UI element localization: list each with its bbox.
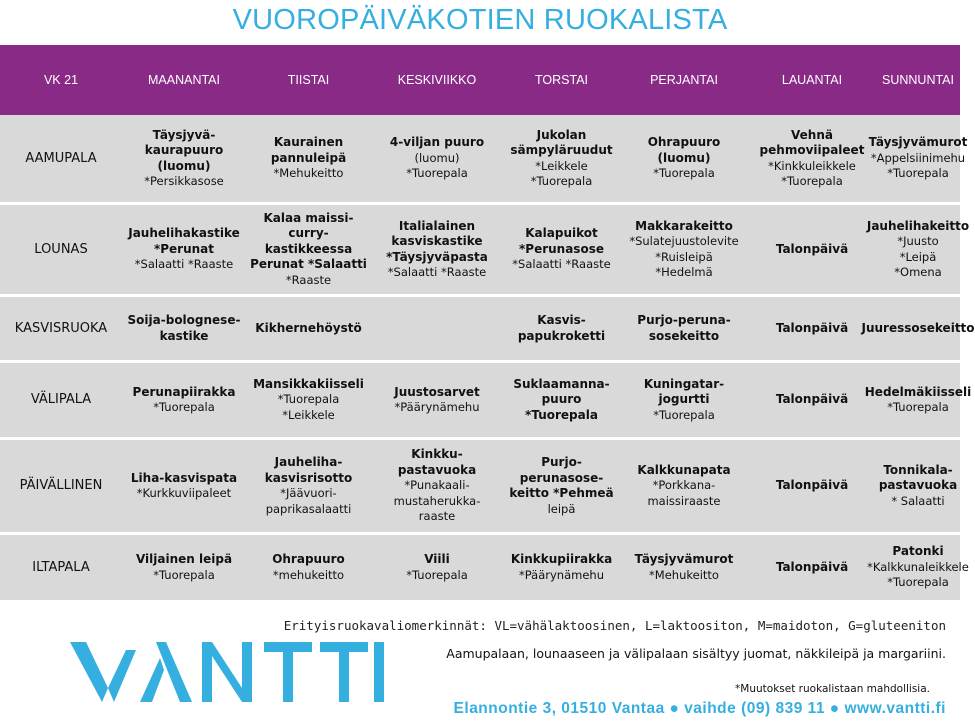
menu-line: *Juusto *Leipä bbox=[897, 234, 939, 264]
menu-cell bbox=[861, 297, 975, 363]
menu-cell bbox=[122, 297, 246, 363]
meal-label: ILTAPALA bbox=[0, 535, 122, 603]
menu-line: *Kinkkuleikkele bbox=[768, 158, 856, 173]
meal-label: AAMUPALA bbox=[0, 115, 122, 205]
menu-line: Ohrapuuro bbox=[647, 135, 721, 150]
menu-line: *Salaatti *Raaste bbox=[134, 257, 234, 272]
menu-line: *Jäävuori- bbox=[280, 486, 337, 500]
menu-cell bbox=[503, 205, 620, 297]
menu-line: maissiraaste bbox=[647, 493, 721, 508]
menu-line: paprikasalaatti bbox=[265, 501, 352, 516]
meal-label: PÄIVÄLLINEN bbox=[0, 440, 122, 535]
menu-line: pastavuoka bbox=[878, 478, 958, 493]
menu-line: sosekeitto bbox=[648, 328, 720, 343]
menu-line: Jauhelihakastike bbox=[128, 226, 240, 241]
menu-cell bbox=[620, 115, 748, 205]
menu-line: *Päärynämehu bbox=[394, 400, 480, 414]
menu-line: kastikkeessa bbox=[264, 241, 353, 256]
menu-line: Juuressosekeitto bbox=[861, 320, 975, 335]
menu-line: *Täysjyväpasta bbox=[386, 249, 488, 264]
footer-contact: Elannontie 3, 01510 Vantaa ● vaihde (09) 839 11 ● www.vantti.fi bbox=[453, 700, 946, 717]
menu-cell bbox=[503, 535, 620, 603]
menu-cell bbox=[246, 115, 371, 205]
menu-line: *Päärynämehu bbox=[519, 567, 604, 582]
menu-line: (luomu) bbox=[157, 158, 211, 173]
menu-line: pastavuoka bbox=[397, 462, 477, 477]
menu-cell bbox=[866, 205, 970, 297]
menu-line: Perunapiirakka bbox=[132, 384, 236, 399]
menu-line: *Leikkele bbox=[535, 158, 588, 173]
menu-cell bbox=[246, 363, 371, 440]
menu-line: *Persikkasose bbox=[144, 174, 224, 188]
day-header: TORSTAI bbox=[503, 45, 620, 115]
day-header: PERJANTAI bbox=[620, 45, 748, 115]
menu-line: Kalaa maissi- bbox=[263, 210, 354, 225]
changes-note: *Muutokset ruokalistaan mahdollisia. bbox=[735, 683, 930, 695]
menu-line: *Perunat bbox=[153, 241, 215, 256]
menu-line: Kasvis- bbox=[537, 313, 586, 327]
included-note: Aamupalaan, lounaaseen ja välipalaan sisältyy juomat, näkkileipä ja margariini. bbox=[446, 646, 946, 661]
menu-line: Talonpäivä bbox=[775, 392, 849, 407]
menu-line: *Omena bbox=[894, 265, 942, 279]
menu-line: sämpyläruudut bbox=[510, 143, 613, 157]
menu-line: kasvisrisotto bbox=[264, 470, 353, 485]
menu-cell bbox=[122, 115, 246, 205]
menu-line: * Salaatti bbox=[891, 493, 945, 508]
menu-cell bbox=[748, 205, 876, 297]
menu-line: Täysjyvä- bbox=[152, 127, 216, 142]
menu-cell bbox=[748, 297, 876, 363]
menu-line: mustaherukka- bbox=[393, 493, 481, 508]
day-header: KESKIVIIKKO bbox=[371, 45, 503, 115]
menu-cell bbox=[371, 363, 503, 440]
menu-line: Jukolan bbox=[536, 127, 587, 142]
menu-line: *Kurkkuviipaleet bbox=[136, 486, 232, 500]
menu-cell bbox=[620, 535, 748, 603]
menu-cell bbox=[503, 363, 620, 440]
menu-line: *Leikkele bbox=[282, 407, 335, 422]
menu-cell bbox=[122, 363, 246, 440]
menu-line: (luomu) bbox=[657, 150, 711, 165]
menu-line: 4-viljan puuro bbox=[389, 135, 485, 150]
menu-cell bbox=[503, 297, 620, 363]
menu-line: Vehnä bbox=[791, 127, 833, 142]
menu-line: puuro *Tuorepala bbox=[525, 392, 598, 422]
menu-line: *Tuorepala bbox=[887, 400, 949, 414]
menu-cell bbox=[246, 297, 371, 363]
menu-line: Purjo- bbox=[541, 455, 582, 469]
menu-line: kasviskastike bbox=[391, 234, 483, 248]
menu-line: *Punakaali- bbox=[404, 478, 470, 493]
menu-cell bbox=[371, 205, 503, 297]
menu-cell bbox=[620, 363, 748, 440]
menu-cell bbox=[748, 115, 876, 205]
menu-line: *Tuorepala bbox=[530, 174, 593, 188]
menu-line: *Tuorepala bbox=[277, 392, 340, 407]
day-header: SUNNUNTAI bbox=[876, 45, 960, 115]
menu-cell bbox=[246, 205, 371, 297]
menu-line: Liha-kasvispata bbox=[130, 470, 238, 485]
menu-line: *Tuorepala bbox=[153, 400, 215, 414]
menu-line: *Salaatti *Raaste bbox=[387, 265, 487, 279]
menu-line: *Tuorepala bbox=[153, 567, 215, 582]
menu-cell bbox=[371, 115, 503, 205]
menu-line: *Tuorepala bbox=[406, 166, 468, 181]
menu-line: *Hedelmä bbox=[655, 265, 713, 279]
menu-line: (luomu) bbox=[414, 150, 460, 165]
menu-line: pannuleipä bbox=[270, 150, 347, 165]
menu-line: Talonpäivä bbox=[775, 559, 849, 574]
menu-line: Perunat *Salaatti bbox=[250, 257, 367, 272]
menu-line: Hedelmäkiisseli bbox=[864, 384, 972, 399]
menu-line: *Salaatti *Raaste bbox=[512, 257, 611, 272]
week-label: VK 21 bbox=[0, 45, 122, 115]
menu-cell bbox=[246, 535, 371, 603]
day-header: MAANANTAI bbox=[122, 45, 246, 115]
menu-line: kastike bbox=[159, 328, 209, 343]
menu-line: papukroketti bbox=[517, 328, 606, 343]
menu-line: Kalkkunapata bbox=[637, 462, 731, 477]
menu-line: *Tuorepala bbox=[887, 166, 949, 181]
menu-line: perunasose- bbox=[519, 470, 604, 485]
menu-line: *Raaste bbox=[285, 272, 332, 287]
menu-line: Suklaamanna- bbox=[513, 376, 610, 391]
special-diet-note: Erityisruokavaliomerkinnät: VL=vähälaktoosinen, L=laktoositon, M=maidoton, G=gluteeniton bbox=[283, 618, 946, 633]
menu-cell bbox=[122, 440, 246, 535]
meal-label: LOUNAS bbox=[0, 205, 122, 297]
menu-line: Talonpäivä bbox=[775, 241, 849, 256]
menu-cell bbox=[876, 440, 960, 535]
menu-line: Kaurainen bbox=[273, 135, 344, 150]
menu-cell bbox=[620, 440, 748, 535]
meal-label: KASVISRUOKA bbox=[0, 297, 122, 363]
menu-line: Ohrapuuro bbox=[272, 552, 345, 566]
menu-line: raaste bbox=[418, 509, 456, 524]
menu-line: Kinkku- bbox=[411, 447, 463, 462]
menu-line: *mehukeitto bbox=[272, 567, 345, 582]
menu-cell bbox=[503, 440, 620, 535]
menu-line: Talonpäivä bbox=[775, 320, 849, 335]
menu-cell bbox=[371, 535, 503, 603]
menu-line: Soija-bolognese- bbox=[127, 313, 241, 327]
menu-cell bbox=[620, 297, 748, 363]
menu-line: *Ruisleipä bbox=[655, 249, 713, 264]
menu-line: Jauhelihakeitto bbox=[866, 218, 970, 233]
menu-line: *Appelsiinimehu bbox=[870, 150, 966, 165]
menu-line: Viljainen leipä bbox=[135, 552, 233, 566]
menu-cell bbox=[748, 535, 876, 603]
menu-line: kaurapuuro bbox=[144, 143, 224, 157]
menu-line: curry- bbox=[288, 226, 329, 241]
menu-line: Kinkkupiirakka bbox=[510, 552, 613, 566]
menu-line: Patonki bbox=[892, 544, 944, 559]
menu-cell bbox=[371, 297, 503, 363]
meal-label: VÄLIPALA bbox=[0, 363, 122, 440]
menu-line: Kuningatar- bbox=[643, 376, 725, 391]
menu-line: Makkarakeitto bbox=[635, 218, 733, 233]
menu-cell bbox=[748, 440, 876, 535]
menu-cell bbox=[748, 363, 876, 440]
menu-line: leipä bbox=[547, 501, 576, 516]
day-header: LAUANTAI bbox=[748, 45, 876, 115]
menu-line: *Porkkana- bbox=[652, 478, 716, 493]
menu-line: Viili bbox=[424, 552, 450, 566]
menu-cell bbox=[246, 440, 371, 535]
menu-cell bbox=[371, 440, 503, 535]
menu-line: Kalapuikot bbox=[525, 226, 598, 241]
menu-line: pehmoviipaleet bbox=[759, 143, 865, 157]
menu-line: *Mehukeitto bbox=[273, 166, 344, 181]
vantti-logo bbox=[64, 628, 384, 710]
menu-line: *Mehukeitto bbox=[649, 567, 719, 582]
menu-line: jogurtti bbox=[658, 392, 710, 407]
menu-line: Täysjyvämurot bbox=[634, 552, 734, 566]
menu-line: *Tuorepala bbox=[887, 575, 949, 590]
menu-line: Täysjyvämurot bbox=[868, 135, 968, 150]
menu-cell bbox=[868, 115, 968, 205]
menu-table bbox=[0, 45, 975, 603]
menu-line: Juustosarvet bbox=[394, 384, 480, 399]
menu-line: Kikhernehöystö bbox=[255, 320, 362, 335]
menu-line: keitto *Pehmeä bbox=[509, 486, 614, 500]
menu-cell bbox=[864, 363, 972, 440]
menu-line: *Tuorepala bbox=[653, 166, 715, 181]
menu-cell bbox=[122, 535, 246, 603]
page-title: VUOROPÄIVÄKOTIEN RUOKALISTA bbox=[232, 4, 728, 36]
menu-line: Italialainen bbox=[398, 218, 476, 233]
menu-line: *Perunasose bbox=[519, 241, 604, 256]
menu-line: Mansikkakiisseli bbox=[253, 376, 364, 391]
menu-line: *Kalkkunaleikkele bbox=[867, 559, 969, 574]
menu-line: Jauheliha- bbox=[274, 455, 343, 469]
menu-line: Tonnikala- bbox=[883, 462, 953, 477]
menu-line: *Tuorepala bbox=[406, 567, 468, 582]
menu-line: *Sulatejuustolevite bbox=[629, 234, 739, 248]
menu-cell bbox=[503, 115, 620, 205]
menu-cell bbox=[867, 535, 969, 603]
day-header: TIISTAI bbox=[246, 45, 371, 115]
menu-line: Talonpäivä bbox=[775, 478, 849, 493]
menu-line: *Tuorepala bbox=[781, 174, 843, 188]
menu-cell bbox=[620, 205, 748, 297]
menu-line: *Tuorepala bbox=[653, 407, 715, 422]
menu-line: Purjo-peruna- bbox=[637, 313, 731, 327]
menu-cell bbox=[122, 205, 246, 297]
